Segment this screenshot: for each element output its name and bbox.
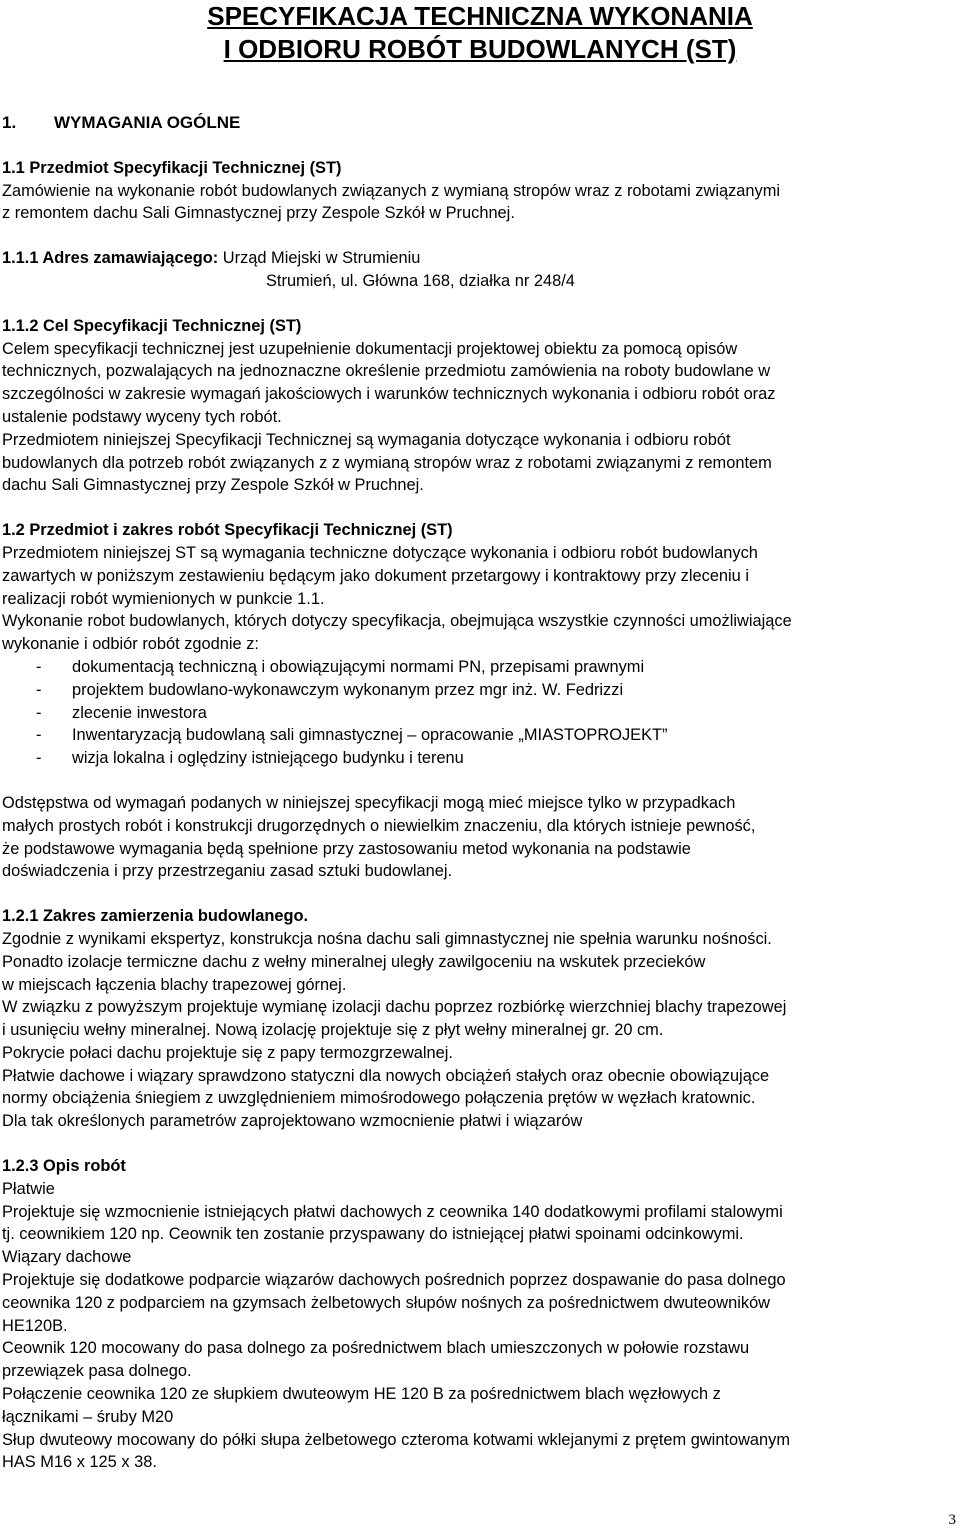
paragraph-line: łącznikami – śruby M20 (2, 1407, 174, 1426)
paragraph-line: Projektuje się dodatkowe podparcie wiązarów dachowych pośrednich poprzez dospawanie do pasa dolnego (2, 1271, 786, 1290)
paragraph-line: Pokrycie połaci dachu projektuje się z papy termozgrzewalnej. (2, 1043, 453, 1062)
paragraph-line: Ceownik 120 mocowany do pasa dolnego za pośrednictwem blach umieszczonych w połowie rozstawu (2, 1339, 750, 1358)
paragraph-line: małych prostych robót i konstrukcji drugorzędnych o niewielkim znaczeniu, dla których istnieje pewność, (2, 816, 756, 835)
paragraph-line: zawartych w poniższym zestawieniu będącym jako dokument przetargowy i kontraktowy przy zleceniu i (2, 566, 749, 585)
section-1-heading (2, 112, 958, 135)
paragraph-line: budowlanych dla potrzeb robót związanych z z wymianą stropów wraz z robotami związanymi z remontem (2, 453, 772, 472)
paragraph-line: z remontem dachu Sali Gimnastycznej przy Zespole Szkół w Pruchnej. (2, 204, 515, 223)
paragraph-line: ustalenie podstawy wyceny tych robót. (2, 407, 282, 426)
paragraph-line: w miejscach łączenia blachy trapezowej górnej. (2, 975, 347, 994)
paragraph-line: że podstawowe wymagania będą spełnione przy zastosowaniu metod wykonania na podstawie (2, 839, 691, 858)
section-1-2-3 (2, 1155, 958, 1474)
paragraph-line: Wykonanie robot budowlanych, których dotyczy specyfikacja, obejmująca wszystkie czynności umożliwiające (2, 612, 792, 631)
paragraph-line: Ponadto izolacje termiczne dachu z wełny mineralnej uległy zawilgoceniu na wskutek przecieków (2, 952, 706, 971)
paragraph-line: Celem specyfikacji technicznej jest uzupełnienie dokumentacji projektowej obiektu za pomocą opisów (2, 339, 738, 358)
section-1-2-1 (2, 905, 958, 1133)
address-line-2: Strumień, ul. Główna 168, działka nr 248/4 (266, 271, 575, 290)
section-1-2-3-heading: 1.2.3 Opis robót (2, 1157, 126, 1176)
paragraph-line: W związku z powyższym projektuje wymianę izolacji dachu poprzez rozbiórkę wierzchniej blachy trapezowej (2, 998, 787, 1017)
section-1-1 (2, 157, 958, 225)
document-page (2, 0, 958, 1474)
paragraph-line: przewiązek pasa dolnego. (2, 1362, 192, 1381)
section-1-1-1-heading: 1.1.1 Adres zamawiającego: (2, 249, 219, 268)
address-line-1: Urząd Miejski w Strumieniu (218, 249, 421, 268)
section-1-number: 1. (2, 113, 17, 132)
paragraph-line: Wiązary dachowe (2, 1248, 132, 1267)
paragraph-line: dachu Sali Gimnastycznej przy Zespole Szkół w Pruchnej. (2, 476, 424, 495)
paragraph-line: Dla tak określonych parametrów zaprojektowano wzmocnienie płatwi i wiązarów (2, 1112, 583, 1131)
paragraph-line: Płatwie (2, 1179, 55, 1198)
paragraph-line: wykonanie i odbiór robót zgodnie z: (2, 635, 259, 654)
paragraph-line: technicznych, pozwalających na jednoznaczne określenie przedmiotu zamówienia na roboty budowlane w (2, 362, 771, 381)
list-item: - Inwentaryzacją budowlaną sali gimnastycznej – opracowanie „MIASTOPROJEKT” (2, 724, 958, 747)
paragraph-line: Odstępstwa od wymagań podanych w niniejszej specyfikacji mogą mieć miejsce tylko w przypadkach (2, 793, 736, 812)
paragraph-line: Połączenie ceownika 120 ze słupkiem dwuteowym HE 120 B za pośrednictwem blach węzłowych z (2, 1385, 721, 1404)
title-line-1: SPECYFIKACJA TECHNICZNA WYKONANIA (207, 1, 753, 31)
paragraph-line: HE120B. (2, 1316, 68, 1335)
paragraph-line: Płatwie dachowe i wiązary sprawdzono statyczni dla nowych obciążeń stałych oraz obecnie obowiązujące (2, 1066, 770, 1085)
section-1-1-heading: 1.1 Przedmiot Specyfikacji Technicznej (ST) (2, 158, 342, 177)
paragraph-line: Przedmiotem niniejszej ST są wymagania techniczne dotyczące wykonania i odbioru robót budowlanych (2, 543, 758, 562)
section-1-title: WYMAGANIA OGÓLNE (54, 113, 241, 132)
document-title (2, 0, 958, 66)
list-item: - wizja lokalna i oględziny istniejącego budynku i terenu (2, 747, 958, 770)
section-1-2-heading: 1.2 Przedmiot i zakres robót Specyfikacji Technicznej (ST) (2, 521, 453, 540)
paragraph-line: realizacji robót wymienionych w punkcie 1.1. (2, 589, 325, 608)
list-item: - zlecenie inwestora (2, 702, 958, 725)
paragraph-line: normy obciążenia śniegiem z uwzględnieniem mimośrodowego połączenia prętów w węzłach kratownic. (2, 1089, 756, 1108)
paragraph-line: Słup dwuteowy mocowany do półki słupa żelbetowego czteroma kotwami wklejanymi z prętem gwintowanym (2, 1430, 791, 1449)
list-item: - dokumentacją techniczną i obowiązującymi normami PN, przepisami prawnymi (2, 656, 958, 679)
requirements-list (2, 656, 958, 770)
title-line-2: I ODBIORU ROBÓT BUDOWLANYCH (ST) (223, 34, 737, 64)
section-1-2-1-heading: 1.2.1 Zakres zamierzenia budowlanego. (2, 907, 309, 926)
section-1-1-2-heading: 1.1.2 Cel Specyfikacji Technicznej (ST) (2, 316, 302, 335)
paragraph-line: i usunięciu wełny mineralnej. Nową izolację projektuje się z płyt wełny mineralnej gr. 20 cm. (2, 1021, 664, 1040)
paragraph-line: tj. ceownikiem 120 np. Ceownik ten zostanie przyspawany do istniejącej płatwi spoinami odcinkowymi. (2, 1225, 744, 1244)
paragraph-line: doświadczenia i przy przestrzeganiu zasad sztuki budowlanej. (2, 862, 453, 881)
list-item: - projektem budowlano-wykonawczym wykonanym przez mgr inż. W. Fedrizzi (2, 679, 958, 702)
paragraph-line: ceownika 120 z podparciem na gzymsach żelbetowych słupów nośnych za pośrednictwem dwuteowników (2, 1293, 771, 1312)
section-1-2 (2, 519, 958, 883)
page-number: 3 (948, 1512, 956, 1528)
paragraph-line: Przedmiotem niniejszej Specyfikacji Technicznej są wymagania dotyczące wykonania i odbioru robót (2, 430, 731, 449)
paragraph-line: Projektuje się wzmocnienie istniejących płatwi dachowych z ceownika 140 dodatkowymi profilami stalowymi (2, 1202, 783, 1221)
paragraph-line: szczególności w zakresie wymagań jakościowych i warunków technicznych wykonania i odbioru robót oraz (2, 385, 776, 404)
paragraph-line: Zamówienie na wykonanie robót budowlanych związanych z wymianą stropów wraz z robotami związanymi (2, 181, 780, 200)
section-1-1-2 (2, 315, 958, 497)
section-1-1-1 (2, 247, 958, 293)
paragraph-line: HAS M16 x 125 x 38. (2, 1453, 157, 1472)
paragraph-line: Zgodnie z wynikami ekspertyz, konstrukcja nośna dachu sali gimnastycznej nie spełnia warunku nośności. (2, 929, 772, 948)
